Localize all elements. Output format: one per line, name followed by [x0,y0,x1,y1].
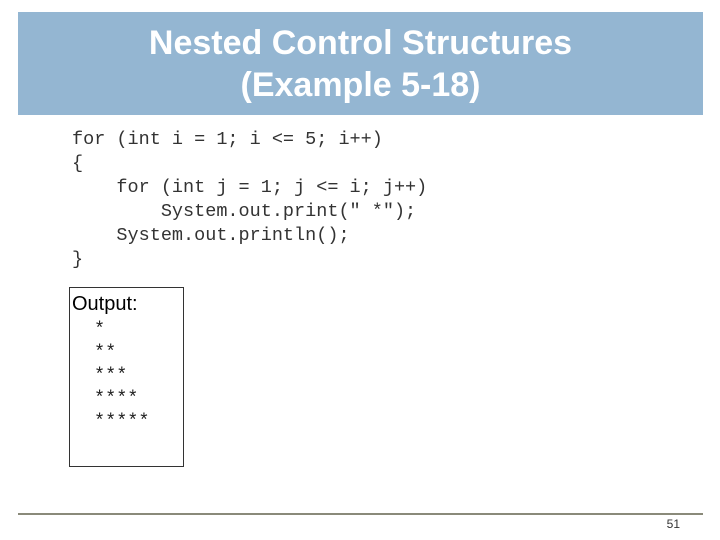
output-box [69,287,184,467]
code-line: for (int i = 1; i <= 5; i++) [72,129,383,150]
output-line: ** [94,342,117,363]
code-line: for (int j = 1; j <= i; j++) [72,177,428,198]
code-block [72,128,427,272]
code-line: { [72,153,84,174]
output-line: *** [94,365,128,386]
code-line: } [72,249,84,270]
output-line: * [94,319,106,340]
code-line: System.out.println(); [72,225,350,246]
page-number: 51 [666,517,680,531]
output-line: **** [94,388,139,409]
code-line: System.out.print(" *"); [72,201,417,222]
footer-divider [18,513,703,515]
output-lines [94,318,150,433]
output-line: ***** [94,411,150,432]
output-label: Output: [72,293,138,315]
slide-title-line-2: (Example 5-18) [240,65,481,104]
title-banner [18,12,703,115]
slide-title-line-1: Nested Control Structures [148,23,573,62]
